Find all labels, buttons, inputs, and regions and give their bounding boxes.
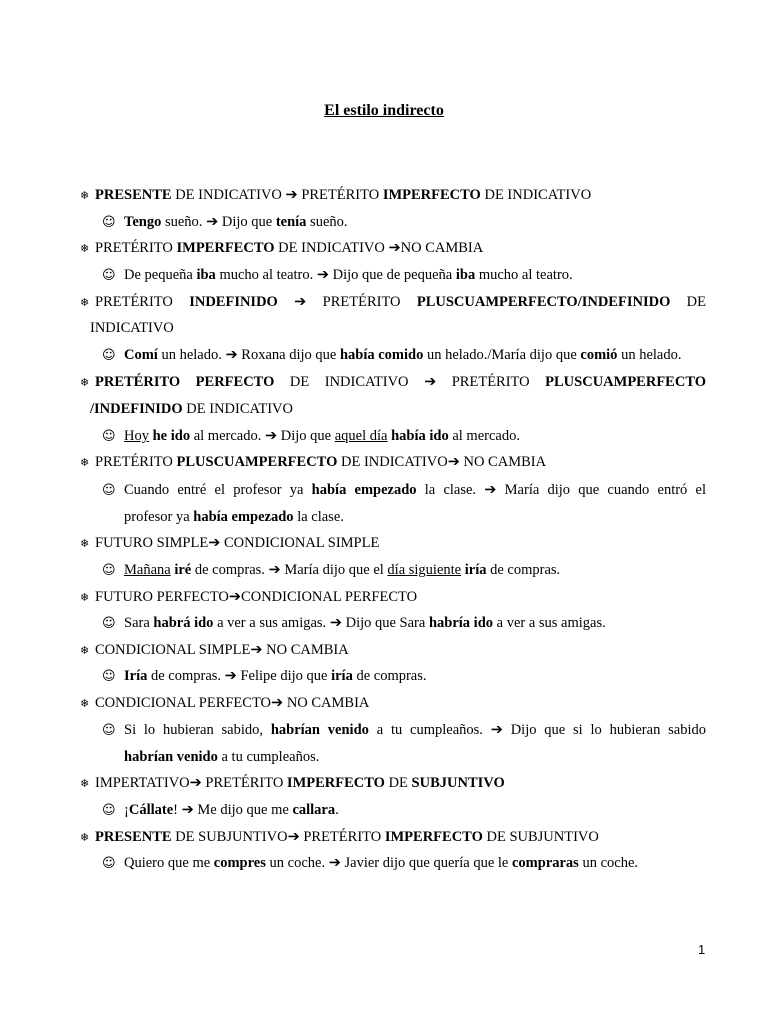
rule-line	[80, 827, 599, 848]
example-text: había empezado	[193, 509, 294, 525]
example-text: de compras.	[486, 562, 561, 578]
example-text: he ido	[152, 428, 191, 444]
right-arrow-icon: ➔	[208, 535, 221, 551]
rule-text: INDEFINIDO	[189, 294, 278, 310]
rule-text: PRETÉRITO	[95, 294, 190, 310]
example-text: mucho al teatro.	[475, 267, 573, 283]
rule-line	[80, 587, 417, 608]
example-text: de compras.	[191, 562, 269, 578]
example-text: profesor ya	[124, 509, 194, 525]
snowflake-bullet-icon: ❄	[80, 697, 90, 710]
example-text: había empezado	[311, 482, 417, 498]
right-arrow-icon: ➔	[268, 562, 281, 578]
example-text: a ver a sus amigas.	[493, 615, 606, 631]
rule-text: PRETÉRITO	[95, 454, 177, 470]
example-text: Sara	[124, 615, 154, 631]
rule-text: IMPERFECTO	[384, 829, 483, 845]
example-text: María dijo que el	[280, 562, 388, 578]
rule-text: IMPERFECTO	[176, 240, 275, 256]
page-number: 1	[698, 942, 706, 957]
example-line	[102, 212, 348, 233]
example-line	[102, 666, 427, 687]
right-arrow-icon: ➔	[287, 829, 300, 845]
rule-line-continuation	[90, 399, 293, 419]
rule-text: PRETÉRITO	[436, 374, 546, 390]
example-text: al mercado.	[190, 428, 265, 444]
example-text: comió	[580, 347, 618, 363]
example-text: de compras.	[147, 668, 225, 684]
example-text: Dijo que	[218, 214, 276, 230]
example-text: había comido	[339, 347, 424, 363]
snowflake-bullet-icon: ❄	[80, 537, 90, 550]
right-arrow-icon: ➔	[490, 722, 503, 738]
example-line	[102, 426, 520, 447]
rule-text: PRESENTE	[95, 187, 172, 203]
example-text: al mercado.	[448, 428, 520, 444]
example-text: .	[335, 802, 339, 818]
rule-text: IMPERTATIVO	[95, 775, 190, 791]
right-arrow-icon: ➔	[294, 294, 307, 310]
rule-line	[80, 185, 591, 206]
example-text: iría	[464, 562, 487, 578]
example-text: a tu cumpleaños.	[217, 749, 320, 765]
rule-text: NO CAMBIA	[459, 454, 547, 470]
rule-line	[80, 533, 379, 554]
example-line	[102, 265, 573, 286]
example-text: tenía	[275, 214, 307, 230]
example-line	[102, 480, 706, 501]
example-text: habrían venido	[124, 749, 218, 765]
rule-text: NO CAMBIA	[262, 642, 349, 658]
example-text: Dijo que de pequeña	[329, 267, 456, 283]
rule-text: NO CAMBIA	[400, 240, 484, 256]
example-text: un helado./María dijo que	[423, 347, 581, 363]
example-line-continuation	[124, 747, 319, 767]
smiley-bullet-icon: ☺	[102, 669, 116, 684]
example-text: Quiero que me	[124, 855, 214, 871]
right-arrow-icon: ➔	[424, 374, 437, 390]
example-text: Felipe dijo que	[236, 668, 332, 684]
right-arrow-icon: ➔	[264, 428, 278, 444]
example-text: a tu cumpleaños.	[368, 722, 491, 738]
example-text: iré	[174, 562, 192, 578]
example-text: la clase.	[293, 509, 344, 525]
example-text: había ido	[391, 428, 449, 444]
example-text: Tengo	[124, 214, 162, 230]
example-line	[102, 613, 606, 634]
rule-text: FUTURO SIMPLE	[95, 535, 209, 551]
smiley-bullet-icon: ☺	[102, 616, 116, 631]
smiley-bullet-icon: ☺	[102, 429, 116, 444]
example-text: iría	[331, 668, 353, 684]
example-text: !	[173, 802, 182, 818]
right-arrow-icon: ➔	[447, 454, 460, 470]
rule-text: DE INDICATIVO	[274, 240, 389, 256]
right-arrow-icon: ➔	[329, 615, 342, 631]
rule-line	[80, 372, 706, 393]
rule-text: DE	[384, 775, 412, 791]
example-text: Dijo que	[277, 428, 335, 444]
right-arrow-icon: ➔	[271, 695, 284, 711]
rule-text: PRETÉRITO	[201, 775, 287, 791]
right-arrow-icon: ➔	[285, 187, 298, 203]
rule-text: CONDICIONAL SIMPLE	[220, 535, 380, 551]
rule-line	[80, 640, 349, 661]
right-arrow-icon: ➔	[181, 802, 194, 818]
rule-text: DE SUBJUNTIVO	[171, 829, 288, 845]
example-text: Si lo hubieran sabido,	[124, 722, 271, 738]
example-line	[102, 853, 638, 874]
example-text: Cállate	[128, 802, 174, 818]
smiley-bullet-icon: ☺	[102, 268, 116, 283]
snowflake-bullet-icon: ❄	[80, 376, 90, 389]
rule-line	[80, 452, 546, 473]
example-text: la clase.	[416, 482, 485, 498]
rule-line-continuation: INDICATIVO	[90, 320, 174, 336]
example-text: mucho al teatro.	[215, 267, 317, 283]
rule-text: NO CAMBIA	[283, 695, 370, 711]
example-text: sueño.	[161, 214, 207, 230]
example-text: a ver a sus amigas.	[213, 615, 330, 631]
rule-text: DE INDICATIVO	[182, 401, 293, 417]
example-text: día siguiente	[387, 562, 462, 578]
example-line	[102, 345, 681, 366]
right-arrow-icon: ➔	[189, 775, 202, 791]
example-text: de compras.	[352, 668, 427, 684]
right-arrow-icon: ➔	[225, 347, 238, 363]
rule-text: DE INDICATIVO	[274, 374, 425, 390]
example-line	[102, 800, 339, 821]
example-text: Dijo que si lo hubieran sabido	[502, 722, 706, 738]
rule-line	[80, 693, 369, 714]
example-line	[102, 560, 560, 581]
example-text: un coche.	[578, 855, 639, 871]
snowflake-bullet-icon: ❄	[80, 189, 90, 202]
rule-text: FUTURO PERFECTO	[95, 589, 229, 605]
smiley-bullet-icon: ☺	[102, 563, 116, 578]
rule-text: PRESENTE	[95, 829, 172, 845]
right-arrow-icon: ➔	[316, 267, 330, 283]
example-text: María dijo que cuando entró el	[496, 482, 706, 498]
example-text: callara	[292, 802, 336, 818]
rule-text: PLUSCUAMPERFECTO/INDEFINIDO	[416, 294, 671, 310]
example-text: habría ido	[428, 615, 494, 631]
example-text: sueño.	[306, 214, 348, 230]
rule-text: PRETÉRITO	[297, 187, 383, 203]
example-line	[102, 720, 706, 741]
rule-text: PLUSCUAMPERFECTO	[545, 374, 707, 390]
page-title: El estilo indirecto	[324, 102, 444, 119]
example-text: Iría	[124, 668, 148, 684]
right-arrow-icon: ➔	[228, 589, 242, 605]
snowflake-bullet-icon: ❄	[80, 242, 90, 255]
rule-text: PRETÉRITO	[306, 294, 417, 310]
example-text: aquel día	[334, 428, 388, 444]
right-arrow-icon: ➔	[328, 855, 341, 871]
rule-text: IMPERFECTO	[382, 187, 481, 203]
rule-line	[80, 238, 483, 259]
rule-text: SUBJUNTIVO	[411, 775, 505, 791]
rule-text: CONDICIONAL PERFECTO	[241, 589, 418, 605]
example-text: un coche.	[265, 855, 329, 871]
example-text: iba	[455, 267, 476, 283]
example-text: Cuando entré el profesor ya	[124, 482, 312, 498]
right-arrow-icon: ➔	[388, 240, 401, 256]
example-text: Comí	[124, 347, 158, 363]
example-text: Javier dijo que quería que le	[340, 855, 512, 871]
rule-text: DE	[670, 294, 707, 310]
example-text: De pequeña	[124, 267, 197, 283]
rule-text: /INDEFINIDO	[90, 401, 183, 417]
example-text: Mañana	[124, 562, 171, 578]
smiley-bullet-icon: ☺	[102, 723, 116, 738]
right-arrow-icon: ➔	[250, 642, 263, 658]
snowflake-bullet-icon: ❄	[80, 831, 90, 844]
rule-text: CONDICIONAL SIMPLE	[95, 642, 251, 658]
example-text: habrá ido	[153, 615, 214, 631]
smiley-bullet-icon: ☺	[102, 483, 116, 498]
example-text: Hoy	[124, 428, 149, 444]
rule-text: DE SUBJUNTIVO	[482, 829, 599, 845]
snowflake-bullet-icon: ❄	[80, 591, 90, 604]
rule-text: DE INDICATIVO	[480, 187, 592, 203]
rule-text: DE INDICATIVO	[337, 454, 448, 470]
right-arrow-icon: ➔	[206, 214, 219, 230]
example-line-continuation	[124, 507, 344, 527]
snowflake-bullet-icon: ❄	[80, 777, 90, 790]
rule-text: DE INDICATIVO	[171, 187, 286, 203]
example-text: un helado.	[157, 347, 226, 363]
smiley-bullet-icon: ☺	[102, 348, 116, 363]
example-text: habrían venido	[270, 722, 369, 738]
example-text: Roxana dijo que	[237, 347, 340, 363]
rule-line	[80, 292, 706, 313]
rule-text: PRETÉRITO PERFECTO	[95, 374, 275, 390]
snowflake-bullet-icon: ❄	[80, 644, 90, 657]
right-arrow-icon: ➔	[484, 482, 497, 498]
rule-text: PRETÉRITO	[299, 829, 385, 845]
snowflake-bullet-icon: ❄	[80, 296, 90, 309]
smiley-bullet-icon: ☺	[102, 215, 116, 230]
example-text: compres	[213, 855, 266, 871]
example-text: Me dijo que me	[193, 802, 293, 818]
right-arrow-icon: ➔	[224, 668, 237, 684]
example-text: iba	[196, 267, 216, 283]
snowflake-bullet-icon: ❄	[80, 456, 90, 469]
rule-text: IMPERFECTO	[286, 775, 385, 791]
rule-text: CONDICIONAL PERFECTO	[95, 695, 272, 711]
rule-text: PLUSCUAMPERFECTO	[176, 454, 338, 470]
smiley-bullet-icon: ☺	[102, 803, 116, 818]
example-text: Dijo que Sara	[341, 615, 429, 631]
rule-line	[80, 773, 505, 794]
example-text: un helado.	[617, 347, 682, 363]
example-text: compraras	[511, 855, 579, 871]
rule-text	[278, 294, 294, 310]
smiley-bullet-icon: ☺	[102, 856, 116, 871]
rule-text: PRETÉRITO	[95, 240, 177, 256]
example-text: ¡	[124, 802, 129, 818]
